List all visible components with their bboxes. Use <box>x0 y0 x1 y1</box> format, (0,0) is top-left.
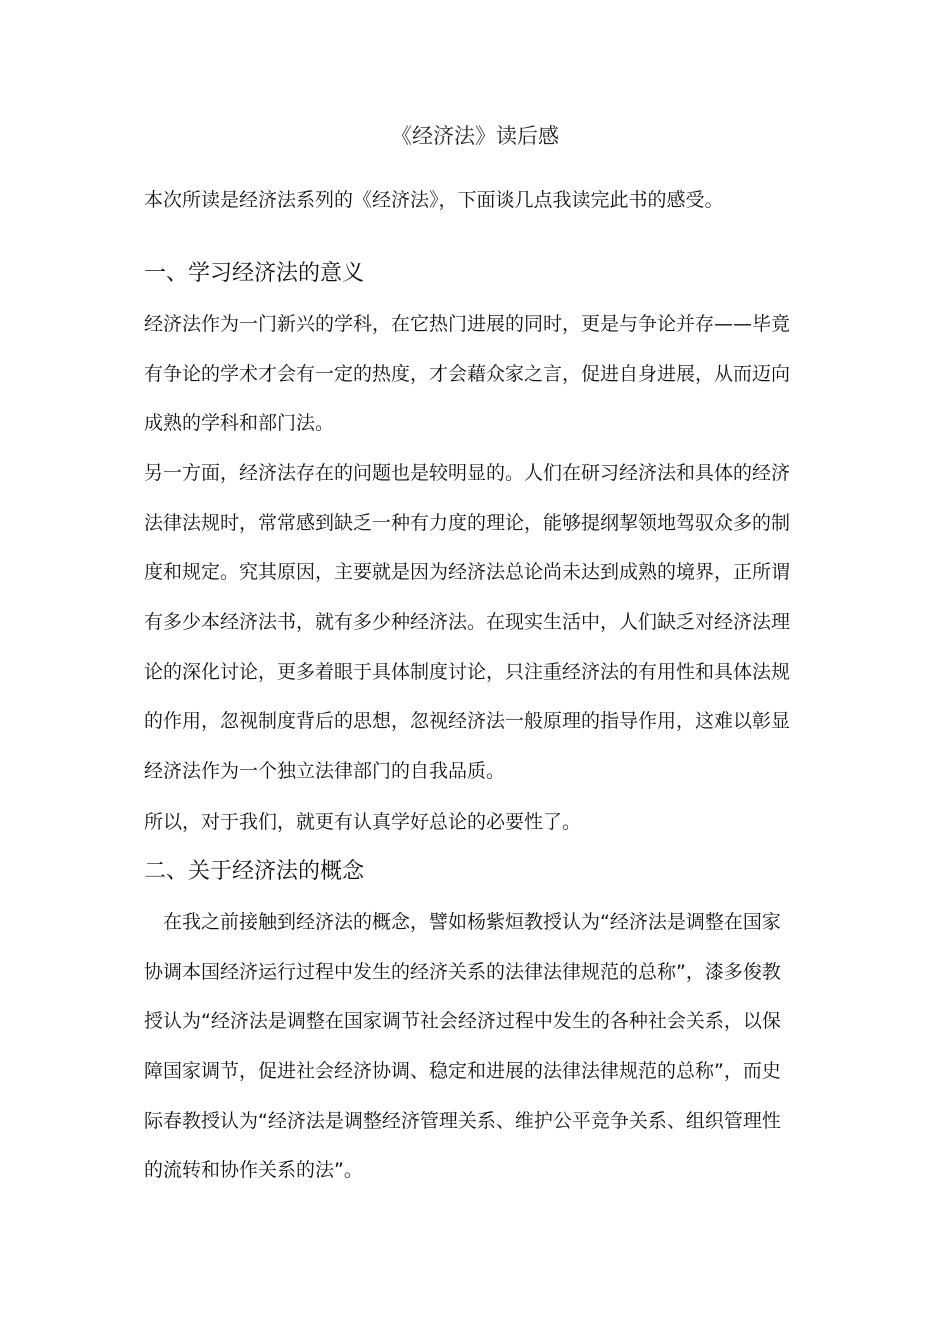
text-line: 论的深化讨论，更多着眼于具体制度讨论，只注重经济法的有用性和具体法规 <box>144 660 791 683</box>
section-heading-significance: 一、学习经济法的意义 <box>144 261 365 286</box>
document-title: 《经济法》读后感 <box>391 124 559 148</box>
text-line: 所以，对于我们，就更有认真学好总论的必要性了。 <box>144 811 582 833</box>
text-line: 经济法作为一个独立法律部门的自我品质。 <box>144 760 506 783</box>
paragraph-significance-3 <box>144 804 824 854</box>
text-line: 法律法规时，常常感到缺乏一种有力度的理论，能够提纲挈领地驾驭众多的制 <box>144 511 791 534</box>
paragraph-significance-1 <box>144 306 824 455</box>
text-line: 障国家调节，促进社会经济协调、稳定和进展的法律法律规范的总称”，而史 <box>144 1060 781 1083</box>
text-line: 的流转和协作关系的法”。 <box>144 1159 363 1182</box>
text-line: 经济法作为一门新兴的学科，在它热门进展的同时，更是与争论并存——毕竟 <box>144 313 791 335</box>
text-line: 际春教授认为“经济法是调整经济管理关系、维护公平竞争关系、组织管理性 <box>144 1109 781 1132</box>
text-line: 在我之前接触到经济法的概念，譬如杨紫烜教授认为“经济法是调整在国家 <box>163 911 781 933</box>
text-line: 授认为“经济法是调整在国家调节社会经济过程中发生的各种社会关系，以保 <box>144 1010 781 1033</box>
text-line: 另一方面，经济法存在的问题也是较明显的。人们在研习经济法和具体的经济 <box>144 462 791 484</box>
text-line: 协调本国经济运行过程中发生的经济关系的法律法律规范的总称”，漆多俊教 <box>144 960 781 983</box>
paragraph-significance-2 <box>144 455 824 803</box>
paragraph-concept-1 <box>144 904 824 1202</box>
section-heading-concept: 二、关于经济法的概念 <box>144 859 365 884</box>
intro-paragraph: 本次所读是经济法系列的《经济法》，下面谈几点我读完此书的感受。 <box>144 189 724 211</box>
text-line: 有争论的学术才会有一定的热度，才会藉众家之言，促进自身进展，从而迈向 <box>144 362 791 385</box>
text-line: 有多少本经济法书，就有多少种经济法。在现实生活中，人们缺乏对经济法理 <box>144 611 791 634</box>
text-line: 成熟的学科和部门法。 <box>144 412 335 435</box>
text-line: 度和规定。究其原因，主要就是因为经济法总论尚未达到成熟的境界，正所谓 <box>144 561 791 584</box>
text-line: 的作用，忽视制度背后的思想，忽视经济法一般原理的指导作用，这难以彰显 <box>144 710 791 733</box>
